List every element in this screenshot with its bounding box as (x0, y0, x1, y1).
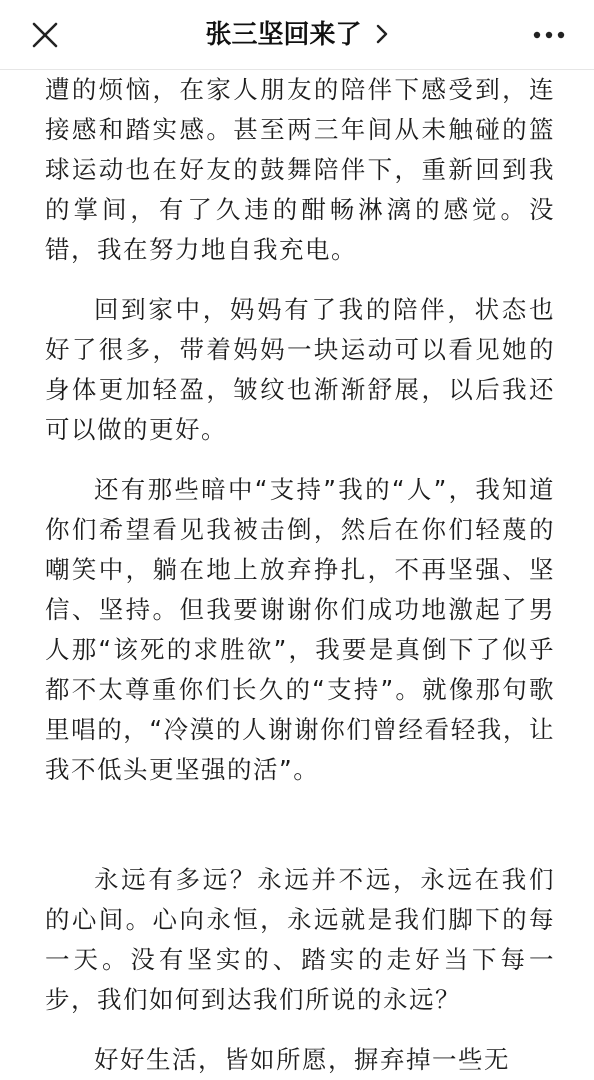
article-paragraph: 永远有多远？永远并不远，永远在我们的心间。心向永恒，永远就是我们脚下的每一天。没有坚实的、踏实的走好当下每一步，我们如何到达我们所说的永远？ (45, 865, 555, 1014)
account-title-button[interactable] (0, 16, 594, 54)
more-options-button[interactable] (532, 22, 566, 48)
article-paragraph: 还有那些暗中“支持”我的“人”，我知道你们希望看见我被击倒，然后在你们轻蔑的嘲笑中，躺在地上放弃挣扎，不再坚强、坚信、坚持。但我要谢谢你们成功地激起了男人那“该死的求胜欲”，我要是真倒下了似乎都不太尊重你们长久的“支持”。就像那句歌里唱的，“冷漠的人谢谢你们曾经看轻我，让我不低头更坚强的活”。 (45, 475, 555, 784)
page-title: 张三坚回来了 (205, 20, 362, 50)
chevron-right-icon (375, 23, 389, 45)
article-paragraph: 好好生活，皆如所愿，摒弃掉一些无 (94, 1045, 510, 1074)
article-paragraph: 回到家中，妈妈有了我的陪伴，状态也好了很多，带着妈妈一块运动可以看见她的身体更加轻盈，皱纹也渐渐舒展，以后我还可以做的更好。 (45, 295, 555, 444)
article-paragraph: 遭的烦恼，在家人朋友的陪伴下感受到，连接感和踏实感。甚至两三年间从未触碰的篮球运动也在好友的鼓舞陪伴下，重新回到我的掌间，有了久违的酣畅淋漓的感觉。没错，我在努力地自我充电。 (45, 75, 555, 264)
more-dots-icon (532, 22, 566, 48)
top-nav-bar (0, 0, 594, 70)
article-body (45, 70, 555, 1080)
